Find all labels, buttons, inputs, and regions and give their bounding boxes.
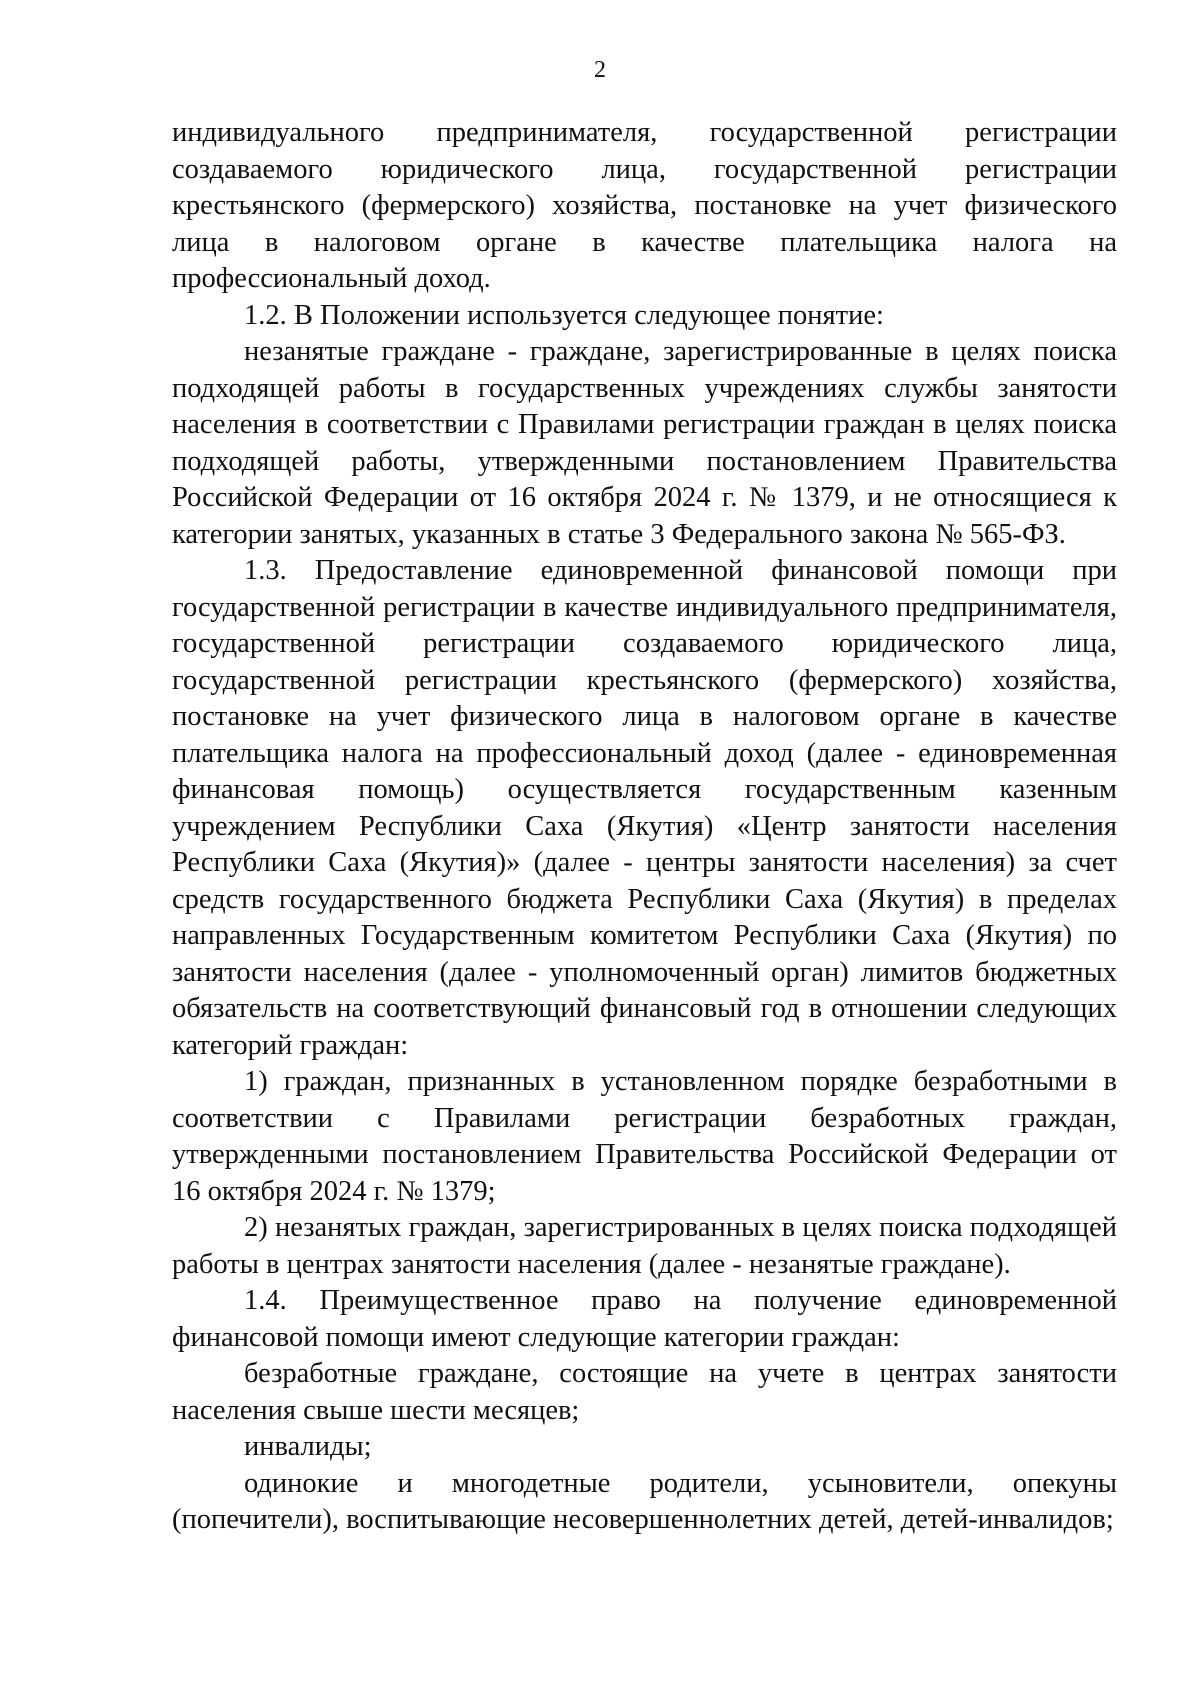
page-number: 2	[594, 57, 606, 83]
paragraph-1-2: 1.2. В Положении используется следующее понятие:	[244, 299, 884, 331]
document-body	[172, 115, 1117, 1539]
category-disabled: инвалиды;	[244, 1431, 372, 1462]
list-item-1: 1) граждан, признанных в установленном порядке безработными в соответствии с Правилами регистрации безработных граждан, утвержденными постановлением Правительства Российской Федерации от 16 октября 2024 г. № 1379;	[172, 1066, 1117, 1207]
list-item-2: 2) незанятых граждан, зарегистрированных в целях поиска подходящей работы в центрах занятости населения (далее - незанятые граждане).	[172, 1212, 1117, 1280]
category-single-parents: одинокие и многодетные родители, усыновители, опекуны (попечители), воспитывающие несовершеннолетних детей, детей-инвалидов;	[172, 1467, 1117, 1535]
category-unemployed: безработные граждане, состоящие на учете в центрах занятости населения свыше шести месяцев;	[172, 1358, 1117, 1426]
paragraph-1-4: 1.4. Преимущественное право на получение единовременной финансовой помощи имеют следующие категории граждан:	[172, 1285, 1117, 1353]
paragraph-definition: незанятые граждане - граждане, зарегистрированные в целях поиска подходящей работы в государственных учреждениях службы занятости населения в соответствии с Правилами регистрации граждан в целях поиска подходящей работы, утвержденными постановлением Правительства Российской Федерации от 16 октября 2024 г. № 1379, и не относящиеся к категории занятых, указанных в статье 3 Федерального закона № 565-ФЗ.	[172, 336, 1117, 550]
paragraph-continuation: индивидуального предпринимателя, государственной регистрации создаваемого юридического лица, государственной регистрации крестьянского (фермерского) хозяйства, постановке на учет физического лица в налоговом органе в качестве плательщика налога на профессиональный доход.	[172, 117, 1117, 294]
paragraph-1-3: 1.3. Предоставление единовременной финансовой помощи при государственной регистрации в качестве индивидуального предпринимателя, государственной регистрации создаваемого юридического лица, государственной регистрации крестьянского (фермерского) хозяйства, постановке на учет физического лица в налоговом органе в качестве плательщика налога на профессиональный доход (далее - единовременная финансовая помощь) осуществляется государственным казенным учреждением Республики Саха (Якутия) «Центр занятости населения Республики Саха (Якутия)» (далее - центры занятости населения) за счет средств государственного бюджета Республики Саха (Якутия) в пределах направленных Государственным комитетом Республики Саха (Якутия) по занятости населения (далее - уполномоченный орган) лимитов бюджетных обязательств на соответствующий финансовый год в отношении следующих категорий граждан:	[172, 555, 1117, 1061]
